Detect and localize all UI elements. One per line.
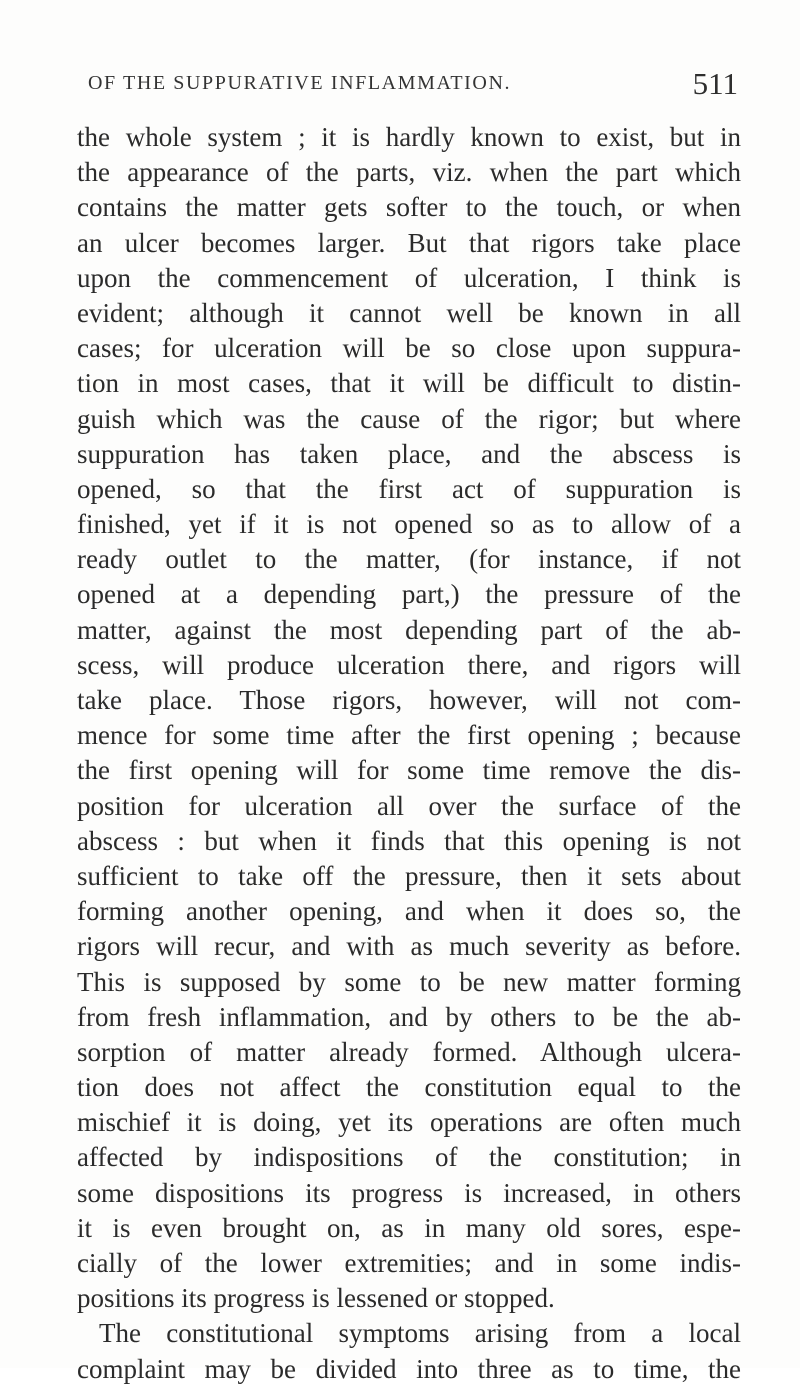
running-title: OF THE SUPPURATIVE INFLAMMATION. (88, 72, 512, 94)
text-line: from fresh inflammation, and by others to be the ab- (77, 1001, 741, 1032)
text-line: scess, will produce ulceration there, and rigors will (77, 649, 741, 680)
text-line: the whole system ; it is hardly known to exist, but in (77, 122, 741, 152)
text-line-paragraph-end: positions its progress is lessened or stopped. (77, 1283, 555, 1314)
text-line: mence for some time after the first opening ; because (77, 720, 741, 751)
text-line: the first opening will for some time remove the dis- (77, 755, 741, 786)
text-line: it is even brought on, as in many old sores, espe- (77, 1212, 741, 1243)
text-line: This is supposed by some to be new matter forming (77, 966, 741, 997)
body-text (77, 120, 741, 1387)
text-line: sorption of matter already formed. Although ulcera- (77, 1036, 741, 1067)
text-line: guish which was the cause of the rigor; but where (77, 403, 741, 434)
text-line: tion in most cases, that it will be difficult to distin- (77, 368, 741, 399)
text-line: take place. Those rigors, however, will not com- (77, 685, 741, 715)
text-line: contains the matter gets softer to the touch, or when (77, 192, 741, 223)
text-line: finished, yet if it is not opened so as to allow of a (77, 509, 741, 540)
text-line: matter, against the most depending part of the ab- (77, 614, 741, 645)
text-line: sufficient to take off the pressure, then it sets about (77, 860, 741, 891)
text-line: ready outlet to the matter, (for instance, if not (77, 544, 741, 575)
text-line: the appearance of the parts, viz. when the part which (77, 157, 741, 188)
text-line: affected by indispositions of the constitution; in (77, 1142, 741, 1173)
running-head (88, 66, 738, 106)
text-line: evident; although it cannot well be known in all (77, 297, 741, 328)
text-line: rigors will recur, and with as much severity as before. (77, 931, 741, 962)
text-line: position for ulceration all over the surface of the (77, 790, 741, 821)
text-line: cially of the lower extremities; and in some indis- (77, 1248, 741, 1278)
text-line: abscess : but when it finds that this opening is not (77, 825, 741, 856)
text-line: mischief it is doing, yet its operations are often much (77, 1107, 741, 1138)
text-line: opened at a depending part,) the pressure of the (77, 579, 741, 610)
text-line: tion does not affect the constitution equal to the (77, 1072, 741, 1103)
text-line: cases; for ulceration will be so close upon suppura- (77, 333, 741, 364)
text-line: opened, so that the first act of suppuration is (77, 473, 741, 504)
text-line-paragraph-start: The constitutional symptoms arising from a local (99, 1318, 741, 1349)
text-line: an ulcer becomes larger. But that rigors take place (77, 227, 741, 258)
page-number: 511 (692, 66, 738, 101)
text-line: some dispositions its progress is increased, in others (77, 1177, 741, 1208)
text-line: complaint may be divided into three as to time, the (77, 1353, 741, 1384)
text-line: forming another opening, and when it does so, the (77, 896, 741, 927)
text-line: upon the commencement of ulceration, I think is (77, 262, 741, 293)
text-line: suppuration has taken place, and the abscess is (77, 438, 741, 469)
